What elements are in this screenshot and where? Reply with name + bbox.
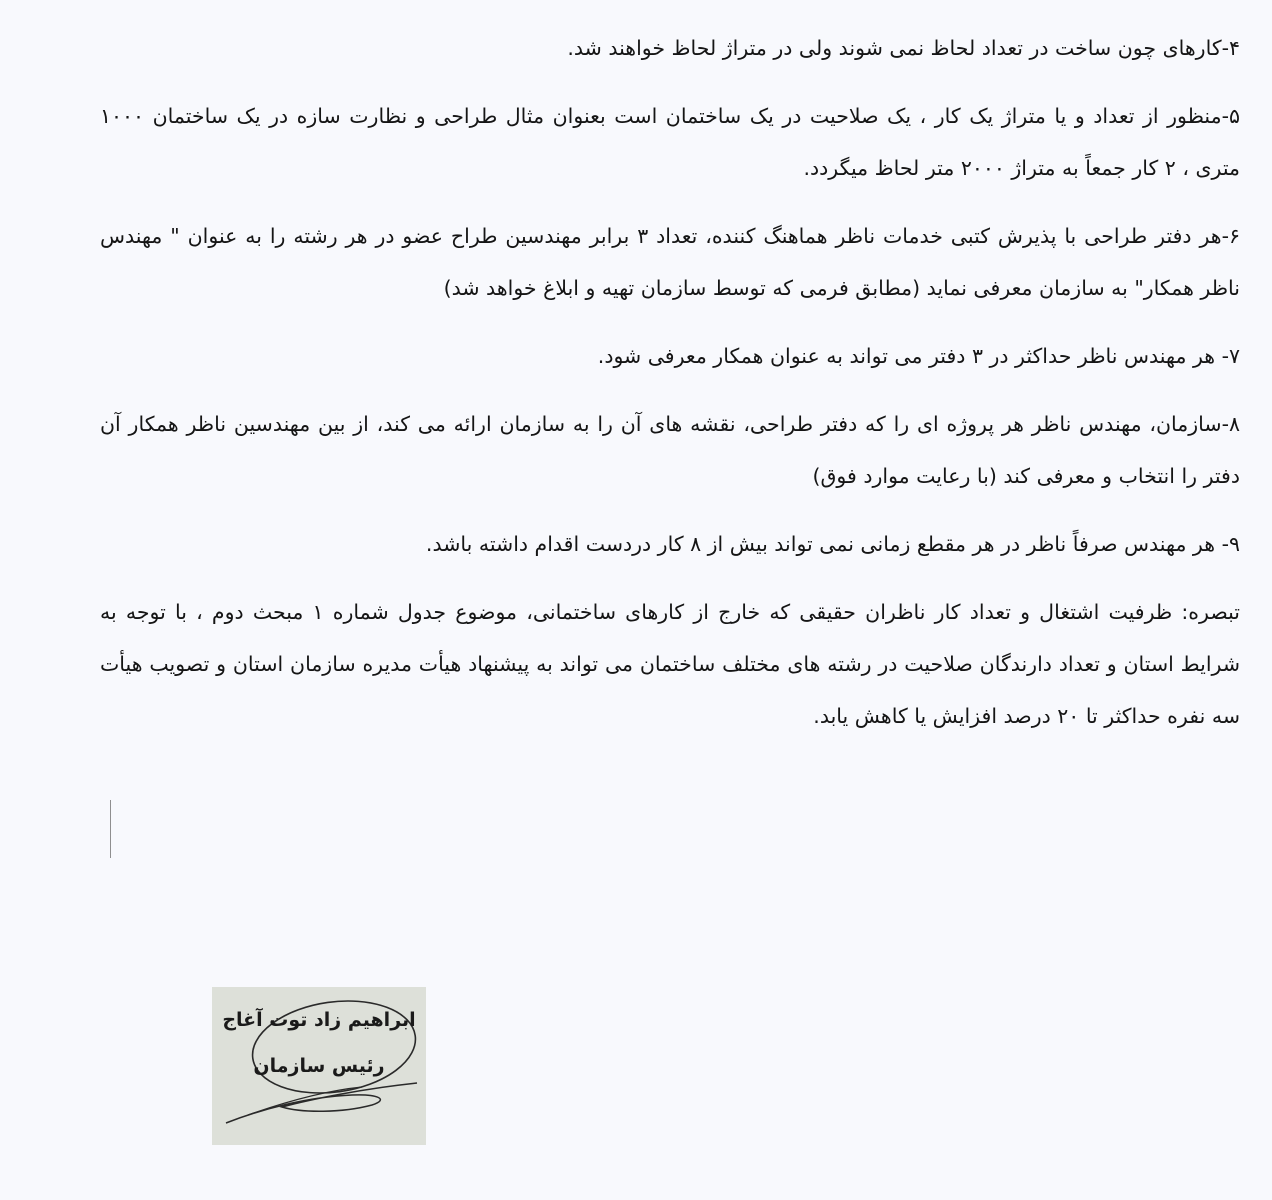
clause-6: ۶-هر دفتر طراحی با پذیرش کتبی خدمات ناظر هماهنگ کننده، تعداد ۳ برابر مهندسین طراح عضو در هر رشته را به عنوان " مهندس ناظر همکار" به سازمان معرفی نماید (مطابق فرمی که توسط سازمان تهیه و ابلاغ خواهد شد) xyxy=(100,224,1240,300)
clause-4: ۴-کارهای چون ساخت در تعداد لحاظ نمی شوند ولی در متراژ لحاظ خواهند شد. xyxy=(567,36,1240,60)
clause-5: ۵-منظور از تعداد و یا متراژ یک کار ، یک صلاحیت در یک ساختمان است بعنوان مثال طراحی و نظارت سازه در یک ساختمان ۱۰۰۰ متری ، ۲ کار جمعاً به متراژ ۲۰۰۰ متر لحاظ میگردد. xyxy=(100,104,1240,180)
clause-8: ۸-سازمان، مهندس ناظر هر پروژه ای را که دفتر طراحی، نقشه های آن را به سازمان ارائه می کند، از بین مهندسین ناظر همکار آن دفتر را انتخاب و معرفی کند (با رعایت موارد فوق) xyxy=(100,412,1240,488)
note-paragraph: تبصره: ظرفیت اشتغال و تعداد کار ناظران حقیقی که خارج از کارهای ساختمانی، موضوع جدول شماره ۱ مبحث دوم ، با توجه به شرایط استان و تعداد دارندگان صلاحیت در رشته های مختلف ساختمان می تواند به پیشنهاد هیأت مدیره سازمان استان و تصویب هیأت سه نفره حداکثر تا ۲۰ درصد افزایش یا کاهش یابد. xyxy=(100,600,1240,728)
signatory-name: ابراهیم زاد توت آغاج xyxy=(222,1009,416,1031)
clause-7: ۷- هر مهندس ناظر حداکثر در ۳ دفتر می تواند به عنوان همکار معرفی شود. xyxy=(597,344,1240,368)
clause-9: ۹- هر مهندس صرفاً ناظر در هر مقطع زمانی نمی تواند بیش از ۸ کار دردست اقدام داشته باشد. xyxy=(425,532,1240,556)
document-body xyxy=(100,22,1240,742)
margin-line xyxy=(110,800,111,858)
signatory-title: رئیس سازمان xyxy=(253,1055,385,1077)
signature-block xyxy=(212,987,426,1145)
